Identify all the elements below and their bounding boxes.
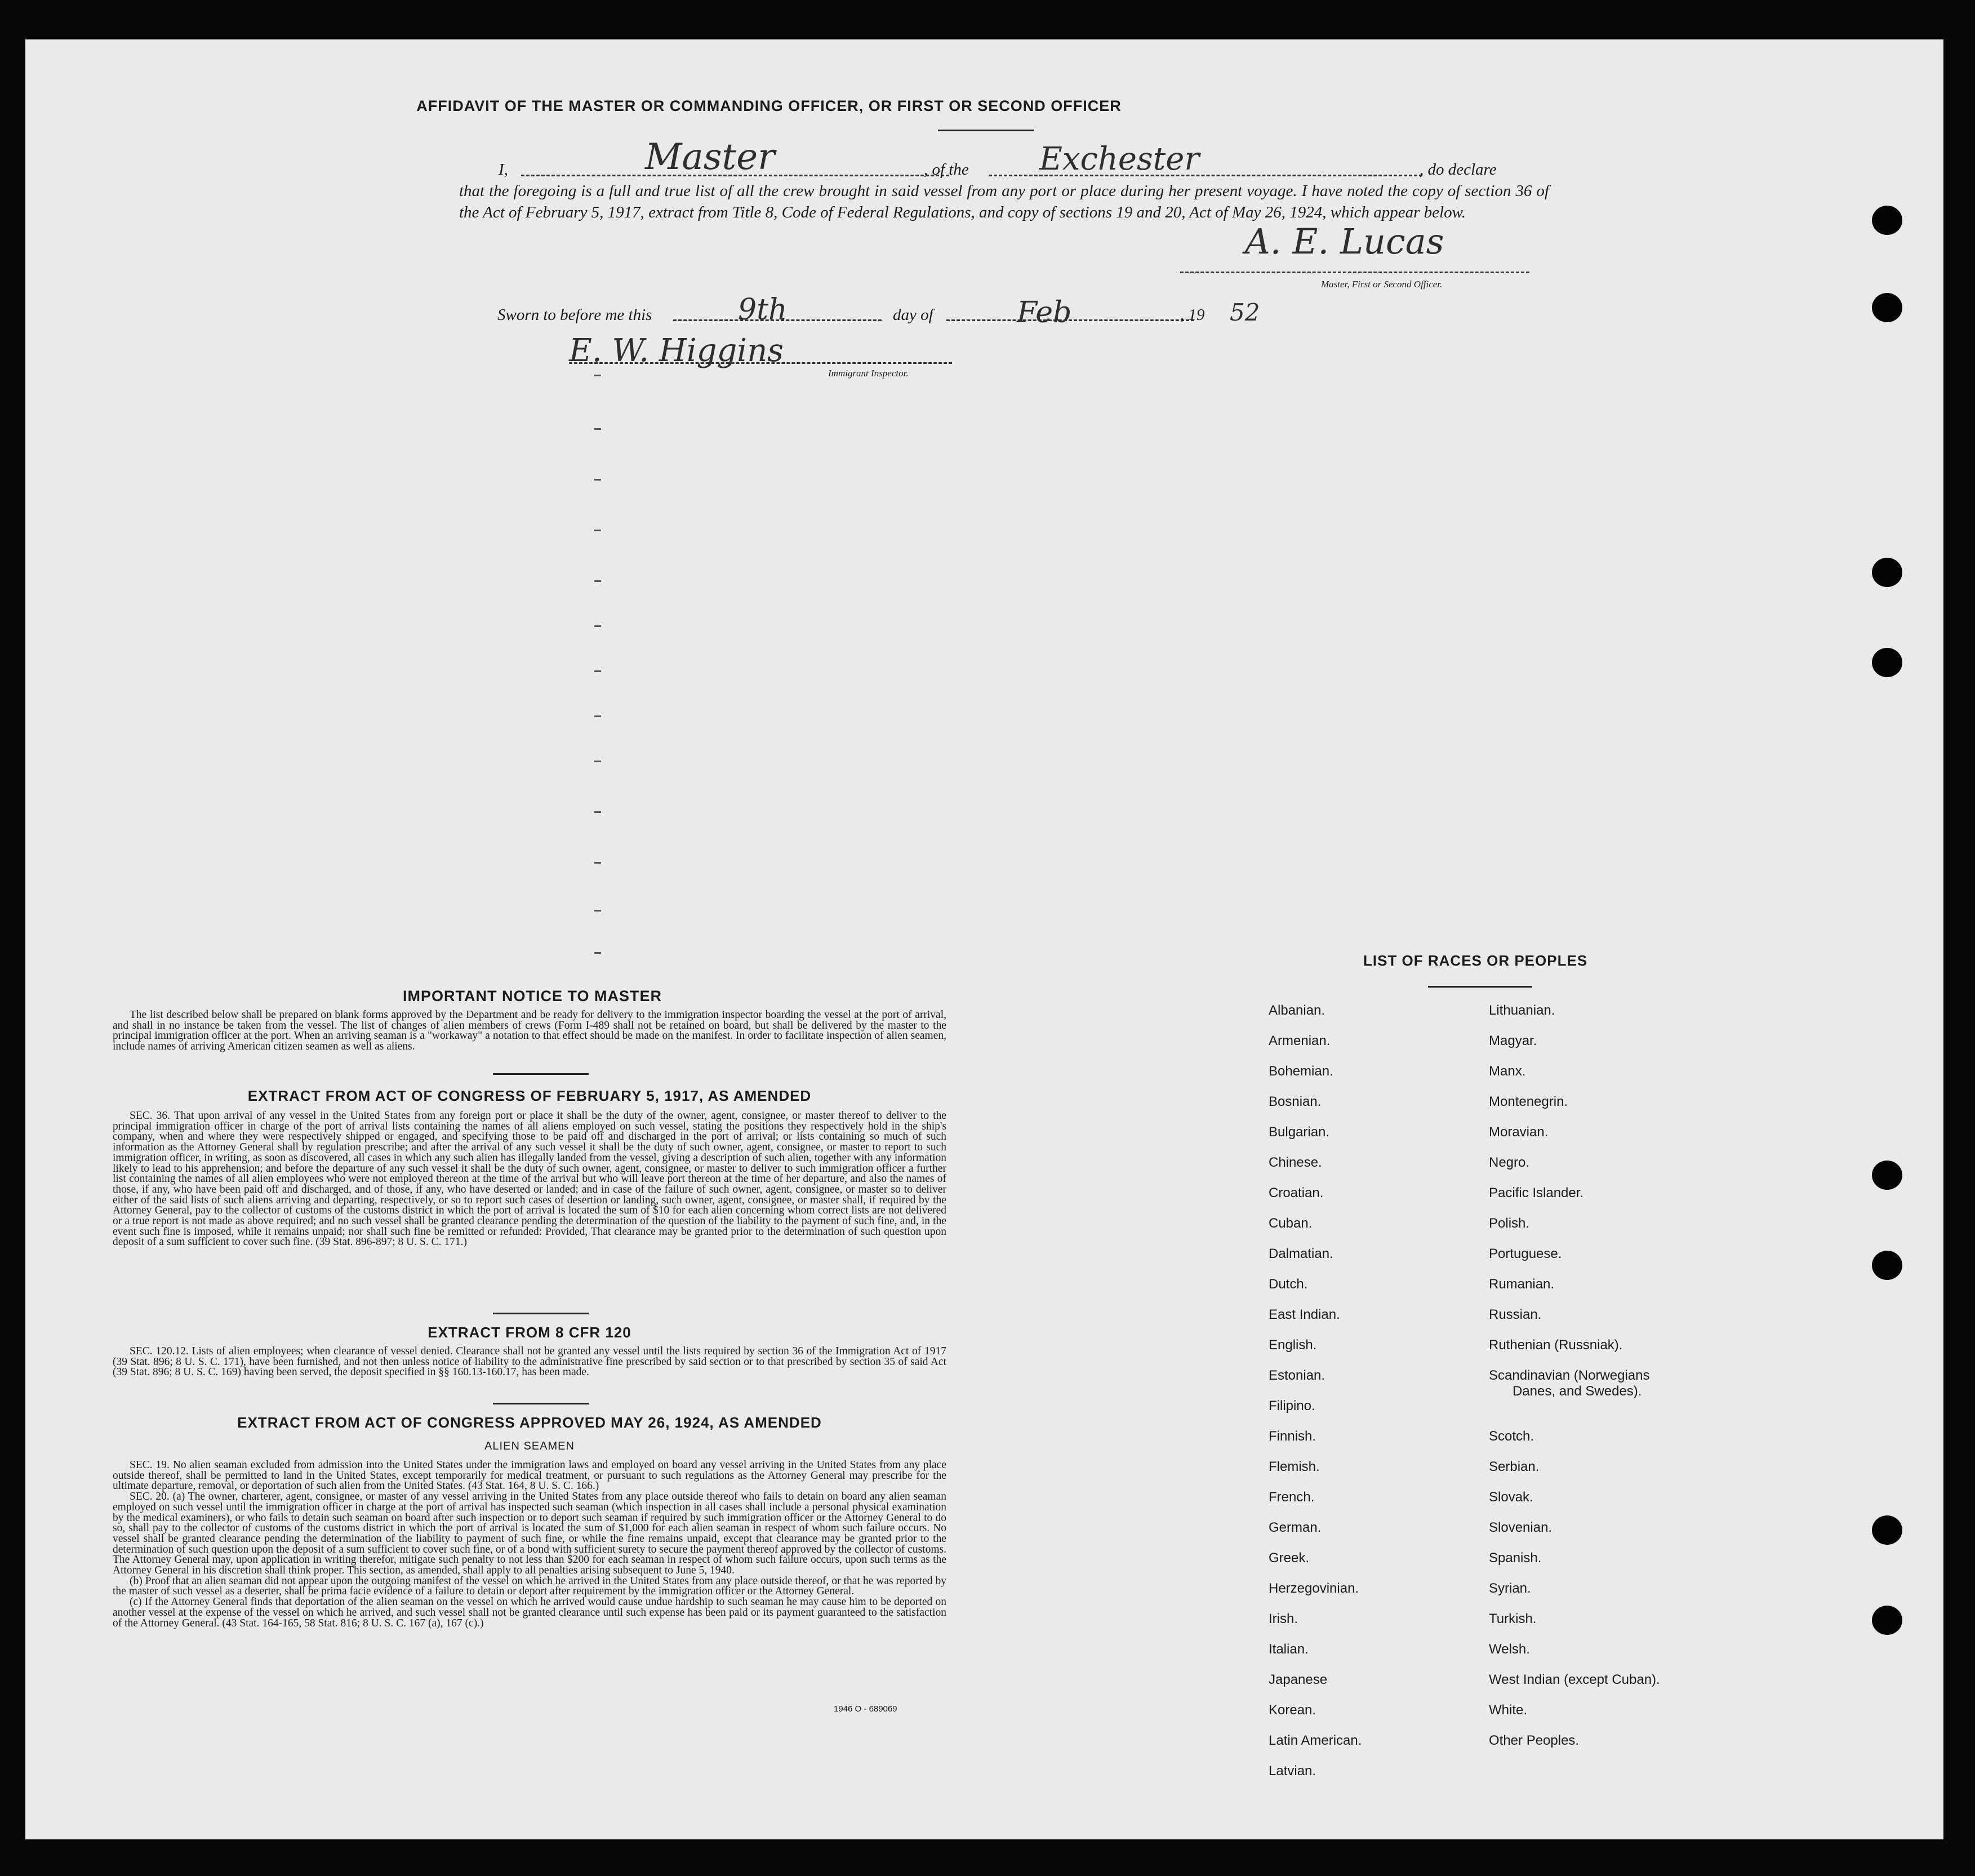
race-item: Scandinavian (Norwegians xyxy=(1489,1368,1650,1383)
race-item: Albanian. xyxy=(1269,1003,1325,1018)
section-20a: SEC. 20. (a) The owner, charterer, agent, consignee, or master of any vessel arriving in the United States from any place outside thereof who fails to detain on board any alien seaman employed on such vessel until the immigration officer in charge at the port of arrival has inspected such seaman (which inspection in all cases shall include a personal physical examination by the medical examiners), or who fails to detain such seaman on board after such inspection or to deport such seaman if required by such immigration officer or the Attorney General to do so, shall pay to the collector of customs of the customs district in which the port of arrival is located the sum of $1,000 for each alien seaman in respect of whom such failure occurs. No vessel shall be granted clearance pending the determination of the liability to payment of such fine, or while the fine remains unpaid, except that clearance may be granted prior to the determination of such question upon the deposit of a sum sufficient to cover such fine, or of a bond with sufficient surety to secure the payment thereof approved by the collector of customs. The Attorney General may, upon application in writing therefor, mitigate such penalty to not less than $200 for each seaman in respect of whom such failure occurs, upon such terms as the Attorney General in his discretion shall think proper. This section, as amended, shall apply to all penalties arising subsequent to June 5, 1940. xyxy=(113,1491,946,1577)
race-item: Greek. xyxy=(1269,1550,1310,1566)
race-item: French. xyxy=(1269,1490,1315,1505)
notice-body: The list described below shall be prepared on blank forms approved by the Department and be ready for delivery to the immigration inspector boarding the vessel at the port of arrival, and shall in no instance be taken from the vessel. The list of changes of alien members of crews (Form I-489 shall not be retained on board, but shall be delivered by the master to the principal immigration officer at the port. When an arriving seaman is a "workaway" a notation to that effect should be made on the manifest. In order to facilitate inspection of alien seamen, include names of arriving American citizen seamen as well as aliens. xyxy=(113,1009,946,1053)
margin-tick xyxy=(594,715,601,717)
extract-1924-body xyxy=(113,1460,946,1629)
signature-line xyxy=(1180,272,1529,273)
race-item: Slovak. xyxy=(1489,1490,1533,1505)
punch-hole xyxy=(1872,1251,1902,1280)
notice-heading: IMPORTANT NOTICE TO MASTER xyxy=(403,988,662,1004)
race-item: Latin American. xyxy=(1269,1733,1362,1748)
race-item: Croatian. xyxy=(1269,1185,1324,1201)
extract-1924-heading: EXTRACT FROM ACT OF CONGRESS APPROVED MAY 26, 1924, AS AMENDED xyxy=(237,1414,822,1431)
handwritten-year: 52 xyxy=(1230,299,1260,326)
race-item: West Indian (except Cuban). xyxy=(1489,1672,1660,1687)
margin-tick xyxy=(594,910,601,912)
race-item: Finnish. xyxy=(1269,1429,1316,1444)
race-item: White. xyxy=(1489,1702,1528,1718)
race-item: Armenian. xyxy=(1269,1033,1331,1048)
race-item: English. xyxy=(1269,1337,1317,1353)
race-item: East Indian. xyxy=(1269,1307,1340,1322)
race-item: Portuguese. xyxy=(1489,1246,1562,1261)
race-item: Korean. xyxy=(1269,1702,1316,1718)
race-item: Serbian. xyxy=(1489,1459,1540,1474)
race-item: Filipino. xyxy=(1269,1398,1315,1413)
race-item: Russian. xyxy=(1489,1307,1542,1322)
of-the-text: , of the xyxy=(924,161,969,179)
race-item: Danes, and Swedes). xyxy=(1513,1384,1642,1399)
section-20b: (b) Proof that an alien seaman did not appear upon the outgoing manifest of the vessel on which he arrived in the United States from any place outside thereof, or that he was reported by the master of such vessel as a deserter, shall be prima facie evidence of a failure to detain or deport after requirement by the immigration officer or the Attorney General. xyxy=(113,1575,946,1598)
race-item: Other Peoples. xyxy=(1489,1733,1580,1748)
inspector-signature: E. W. Higgins xyxy=(569,332,784,369)
section-19: SEC. 19. No alien seaman excluded from admission into the United States under the immigration laws and employed on board any vessel arriving in the United States from any place outside thereof, shall be permitted to land in the United States, except temporarily for medical treatment, or pursuant to such regulations as the Attorney General may prescribe for the ultimate departure, removal, or deportation of such alien from the United States. (43 Stat. 164, 8 U. S. C. 166.) xyxy=(113,1459,946,1492)
margin-tick xyxy=(594,811,601,813)
races-heading: LIST OF RACES OR PEOPLES xyxy=(1363,952,1588,969)
handwritten-rank: Master xyxy=(645,136,775,178)
punch-hole xyxy=(1872,648,1902,677)
race-item: Scotch. xyxy=(1489,1429,1534,1444)
year-prefix: , 19 xyxy=(1180,306,1205,324)
race-item: Negro. xyxy=(1489,1155,1530,1170)
extract-cfr-body: SEC. 120.12. Lists of alien employees; when clearance of vessel denied. Clearance shall not be granted any vessel until the lists required by section 36 of the Immigration Act of 1917 (39 Stat. 896; 8 U. S. C. 171), have been furnished, and not then unless notice of liability to the administrative fine prescribed by said section or to that prescribed by section 35 of said Act (39 Stat. 896; 8 U. S. C. 169) having been served, the deposit specified in §§ 160.13-160.17, has been made. xyxy=(113,1345,946,1379)
affidavit-statement: that the foregoing is a full and true list of all the crew brought in said vessel from any port or place during her present voyage. I have noted the copy of section 36 of the Act of February 5, 1917, extract from Title 8, Code of Federal Regulations, and copy of sections 19 and 20, Act of May 26, 1924, which appear below. xyxy=(459,182,1549,221)
extract-1924-subheading: ALIEN SEAMEN xyxy=(484,1440,575,1452)
affidavit-heading: AFFIDAVIT OF THE MASTER OR COMMANDING OFFICER, OR FIRST OR SECOND OFFICER xyxy=(416,97,1122,114)
margin-tick xyxy=(594,862,601,864)
punch-hole xyxy=(1872,293,1902,322)
margin-tick xyxy=(594,952,601,954)
punch-hole xyxy=(1872,206,1902,235)
extract-1917-rule xyxy=(493,1313,589,1314)
race-item: Syrian. xyxy=(1489,1581,1531,1596)
race-item: German. xyxy=(1269,1520,1322,1535)
notice-rule xyxy=(493,1073,589,1075)
race-item: Slovenian. xyxy=(1489,1520,1553,1535)
master-signature: A. E. Lucas xyxy=(1245,221,1444,262)
print-code: 1946 O - 689069 xyxy=(834,1704,897,1714)
race-item: Latvian. xyxy=(1269,1763,1316,1779)
race-item: Italian. xyxy=(1269,1642,1309,1657)
races-rule xyxy=(1428,986,1532,988)
race-item: Bosnian. xyxy=(1269,1094,1322,1109)
margin-tick xyxy=(594,530,601,531)
race-item: Polish. xyxy=(1489,1216,1530,1231)
inspector-line xyxy=(569,362,952,364)
punch-hole xyxy=(1872,1161,1902,1190)
handwritten-month: Feb xyxy=(1017,296,1072,330)
margin-tick xyxy=(594,580,601,582)
race-item: Rumanian. xyxy=(1489,1277,1555,1292)
margin-tick xyxy=(594,375,601,376)
race-item: Turkish. xyxy=(1489,1611,1537,1626)
race-item: Cuban. xyxy=(1269,1216,1313,1231)
sworn-prefix: Sworn to before me this xyxy=(497,306,652,324)
race-item: Lithuanian. xyxy=(1489,1003,1555,1018)
race-item: Ruthenian (Russniak). xyxy=(1489,1337,1623,1353)
do-declare-text: , do declare xyxy=(1420,161,1497,179)
race-item: Moravian. xyxy=(1489,1124,1549,1140)
race-item: Bohemian. xyxy=(1269,1064,1333,1079)
race-item: Dalmatian. xyxy=(1269,1246,1333,1261)
race-item: Welsh. xyxy=(1489,1642,1530,1657)
margin-tick xyxy=(594,428,601,430)
document-page xyxy=(25,39,1943,1839)
race-item: Pacific Islander. xyxy=(1489,1185,1584,1201)
extract-cfr-rule xyxy=(493,1403,589,1404)
race-item: Flemish. xyxy=(1269,1459,1320,1474)
heading-rule xyxy=(938,130,1034,131)
margin-tick xyxy=(594,670,601,672)
extract-1917-body: SEC. 36. That upon arrival of any vessel in the United States from any foreign port or place it shall be the duty of the owner, agent, consignee, or master thereof to deliver to the principal immigration officer in charge of the port of arrival lists containing the names of all aliens employed on such vessel, stating the positions they respectively hold in the ship's company, when and where they were respectively shipped or engaged, and specifying those to be paid off and discharged in the port of arrival; or lists containing so much of such information as the Attorney General shall by regulation prescribe; and after the arrival of any such vessel it shall be the duty of such owner, agent, consignee, or master to report to such immigration officer, in writing, as soon as discovered, all cases in which any such alien has illegally landed from the vessel, giving a description of such alien, together with any information likely to lead to his apprehension; and before the departure of any such vessel it shall be the duty of such owner, agent, consignee, or master to deliver to such immigration officer a further list containing the names of all alien employees who were not employed thereon at the time of the arrival but who will leave port thereon at the time of her departure, and also the names of those, if any, who have been paid off and discharged, and of those, if any, who have deserted or landed; and in case of the failure of such owner, agent, consignee, or master so to deliver either of the said lists of such aliens arriving and departing, respectively, or so to report such cases of desertion or landing, such owner, agent, consignee, or master shall, if required by the Attorney General, pay to the collector of customs of the customs district in which the port of arrival is located the sum of $10 for each alien concerning whom correct lists are not delivered or a true report is not made as above required; and no such vessel shall be granted clearance pending the determination of the question of the liability to the payment of such fine, and, in the event such fine is imposed, while it remains unpaid; nor shall such fine be remitted or refunded: Provided, That clearance may be granted prior to the determination of such question upon deposit of a sum sufficient to cover such fine. (39 Stat. 896-897; 8 U. S. C. 171.) xyxy=(113,1110,946,1248)
race-item: Montenegrin. xyxy=(1489,1094,1568,1109)
margin-tick xyxy=(594,625,601,627)
punch-hole xyxy=(1872,1515,1902,1545)
race-item: Bulgarian. xyxy=(1269,1124,1330,1140)
punch-hole xyxy=(1872,558,1902,587)
race-item: Chinese. xyxy=(1269,1155,1322,1170)
race-item: Manx. xyxy=(1489,1064,1526,1079)
signature-caption: Master, First or Second Officer. xyxy=(1321,279,1443,290)
race-item: Estonian. xyxy=(1269,1368,1325,1383)
race-item: Spanish. xyxy=(1489,1550,1542,1566)
race-item: Magyar. xyxy=(1489,1033,1537,1048)
race-item: Irish. xyxy=(1269,1611,1298,1626)
margin-tick xyxy=(594,479,601,481)
margin-tick xyxy=(594,761,601,762)
race-item: Herzegovinian. xyxy=(1269,1581,1359,1596)
race-item: Dutch. xyxy=(1269,1277,1308,1292)
punch-hole xyxy=(1872,1606,1902,1635)
extract-1917-heading: EXTRACT FROM ACT OF CONGRESS OF FEBRUARY 5, 1917, AS AMENDED xyxy=(247,1087,812,1104)
handwritten-day: 9th xyxy=(738,293,788,327)
inspector-caption: Immigrant Inspector. xyxy=(828,368,909,379)
handwritten-vessel: Exchester xyxy=(1039,141,1200,177)
extract-cfr-heading: EXTRACT FROM 8 CFR 120 xyxy=(428,1324,631,1341)
affidavit-pronoun: I, xyxy=(499,161,508,179)
day-of-text: day of xyxy=(893,306,933,324)
section-20c: (c) If the Attorney General finds that deportation of the alien seaman on the vessel on which he arrived would cause undue hardship to such seaman he may cause him to be deported on another vessel at the expense of the vessel on which he arrived, and such vessel shall not be granted clearance until such expense has been paid or its payment guaranteed to the satisfaction of the Attorney General. (43 Stat. 164-165, 58 Stat. 816; 8 U. S. C. 167 (a), 167 (c).) xyxy=(113,1596,946,1629)
race-item: Japanese xyxy=(1269,1672,1328,1687)
